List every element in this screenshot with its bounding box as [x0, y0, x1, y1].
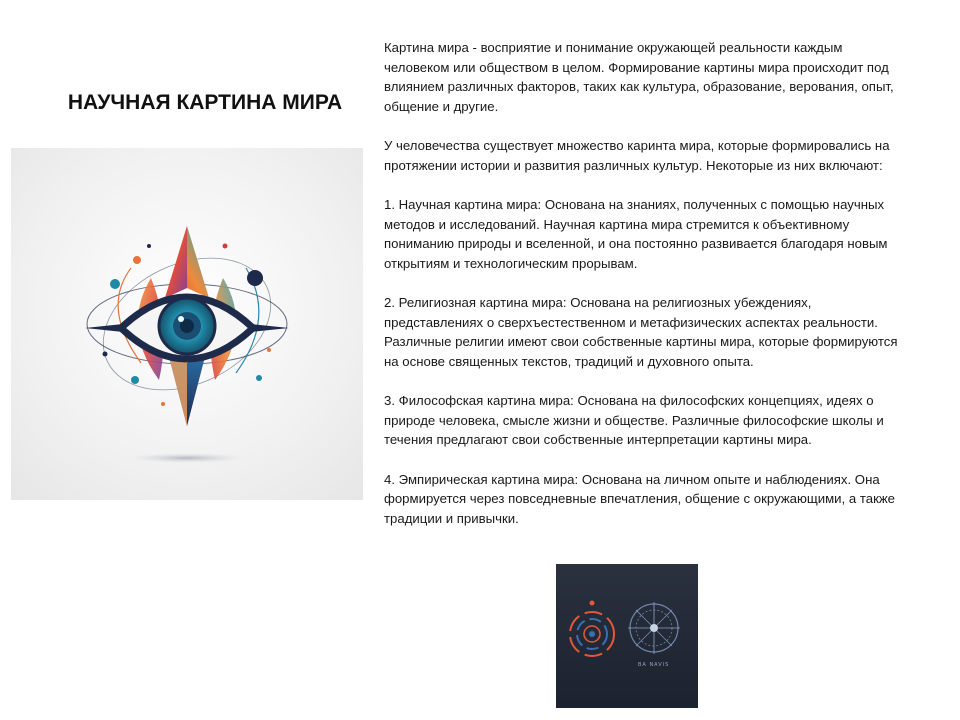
thumbnail-caption-right: BA NAVIS	[638, 662, 670, 668]
text-column	[384, 38, 910, 548]
twin-compass-logos-thumbnail	[556, 564, 698, 708]
eye-compass-logo-icon	[11, 148, 363, 500]
slide-title: НАУЧНАЯ КАРТИНА МИРА	[67, 91, 343, 114]
eye-compass-logo-image	[11, 148, 363, 500]
paragraph-list-intro: У человечества существует множество каринта мира, которые формировались на протяжении истории и развития различных культур. Некоторые из них включают:	[384, 138, 890, 173]
paragraph-item-religious: 2. Религиозная картина мира: Основана на религиозных убеждениях, представлениях о сверхъестественном и метафизических аспектах реальности. Различные религии имеют свои собственные картины мира, которые формируются на основе священных текстов, традиций и духовного опыта.	[384, 295, 898, 369]
paragraph-item-philosophical: 3. Философская картина мира: Основана на философских концепциях, идеях о природе человека, смысле жизни и обществе. Различные философские школы и течения предлагают свои собственные интерпретации картины мира.	[384, 393, 884, 447]
twin-compass-logos-icon	[556, 564, 698, 708]
paragraph-intro: Картина мира - восприятие и понимание окружающей реальности каждым человеком или обществом в целом. Формирование картины мира происходит под влиянием различных факторов, таких как культура, образование, верования, опыт, общение и другие.	[384, 40, 894, 114]
paragraph-item-empirical: 4. Эмпирическая картина мира: Основана на личном опыте и наблюдениях. Она формируется через повседневные впечатления, общение с окружающими, а также традиции и привычки.	[384, 471, 895, 526]
paragraph-item-scientific: 1. Научная картина мира: Основана на знаниях, полученных с помощью научных методов и исследований. Научная картина мира стремится к объективному пониманию природы и вселенной, и она постоянно развивается благодаря новым открытиям и технологическим прорывам.	[384, 197, 888, 271]
